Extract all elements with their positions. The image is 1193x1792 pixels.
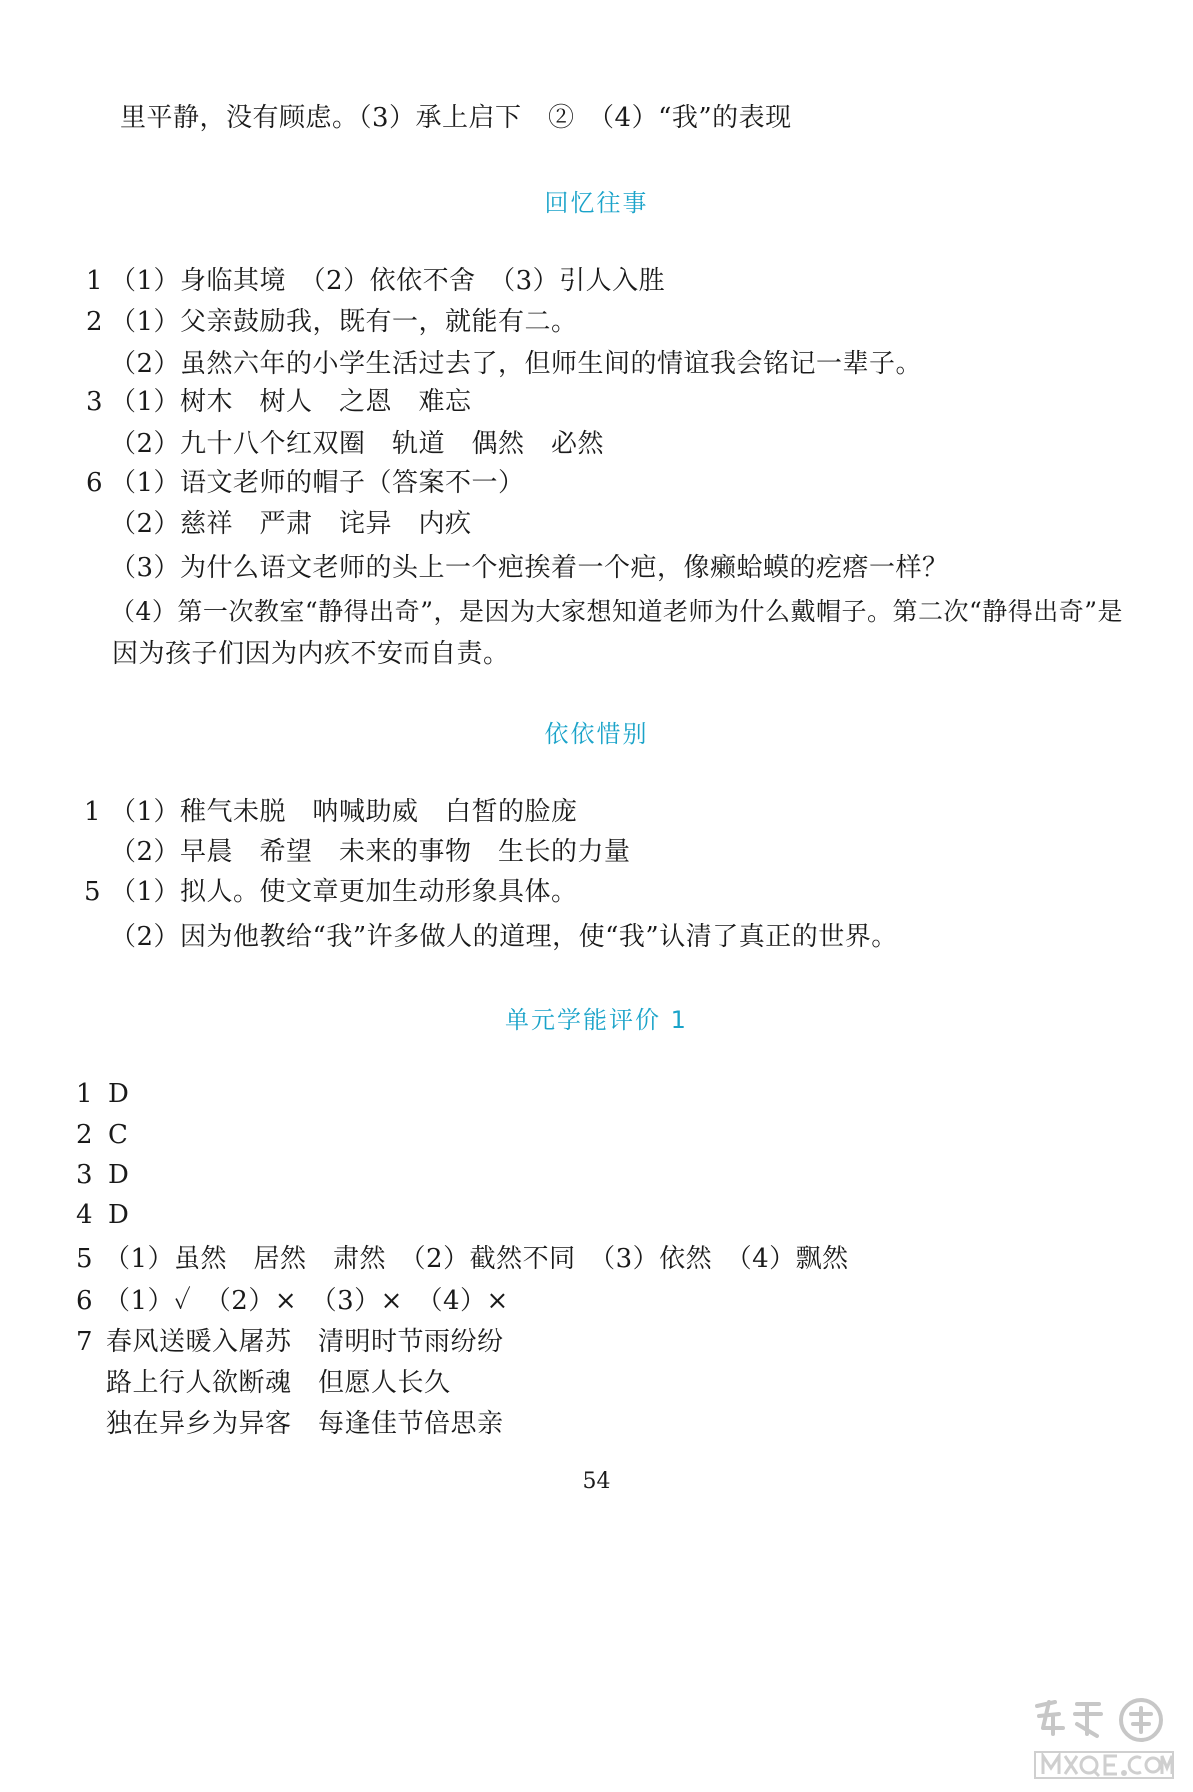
item-number: 3 — [86, 387, 103, 417]
watermark-logo-icon — [1029, 1694, 1179, 1786]
answer-line: D — [108, 1079, 130, 1109]
answer-line: （3）为什么语文老师的头上一个疤挨着一个疤，像癞蛤蟆的疙瘩一样？ — [110, 553, 949, 583]
answer-line: D — [108, 1160, 130, 1190]
item-number: 6 — [86, 468, 103, 498]
answer-line: 因为孩子们因为内疚不安而自责。 — [112, 639, 510, 669]
item-number: 6 — [76, 1286, 93, 1316]
item-number: 5 — [76, 1244, 93, 1274]
answer-line: 独在异乡为异客 每逢佳节倍思亲 — [106, 1409, 504, 1439]
item-number: 1 — [84, 797, 101, 827]
answer-line: （2）虽然六年的小学生活过去了，但师生间的情谊我会铭记一辈子。 — [110, 349, 923, 379]
answer-line: 春风送暖入屠苏 清明时节雨纷纷 — [106, 1327, 504, 1357]
continued-answer-line: 里平静，没有顾虑。（3）承上启下 ② （4）“我”的表现 — [120, 103, 792, 133]
item-number: 1 — [86, 266, 103, 296]
answer-line: （1）语文老师的帽子（答案不一） — [110, 468, 525, 498]
answer-line: （2）慈祥 严肃 诧异 内疚 — [110, 509, 472, 539]
answer-line: D — [108, 1200, 130, 1230]
answer-line: （1）父亲鼓励我，既有一，就能有二。 — [110, 307, 578, 337]
answer-line: 路上行人欲断魂 但愿人长久 — [106, 1368, 451, 1398]
section-heading-3: 单元学能评价 1 — [505, 1006, 688, 1034]
answer-line: C — [108, 1120, 129, 1150]
answer-line: （2）九十八个红双圈 轨道 偶然 必然 — [110, 429, 605, 459]
answer-line: （1）身临其境 （2）依依不舍 （3）引人入胜 — [110, 266, 666, 296]
answer-line: （1）拟人。使文章更加生动形象具体。 — [110, 877, 578, 907]
item-number: 1 — [76, 1079, 93, 1109]
item-number: 2 — [76, 1120, 93, 1150]
page-number: 54 — [582, 1469, 611, 1494]
answer-line: （4）第一次教室“静得出奇”，是因为大家想知道老师为什么戴帽子。第二次“静得出奇”是 — [110, 597, 1124, 626]
answer-line: （1）稚气未脱 呐喊助威 白皙的脸庞 — [110, 797, 578, 827]
section-heading-2: 依依惜别 — [544, 720, 649, 748]
answer-line: （1）虽然 居然 肃然 （2）截然不同 （3）依然 （4）飘然 — [104, 1244, 849, 1274]
answer-line: （1）树木 树人 之恩 难忘 — [110, 387, 472, 417]
item-number: 4 — [76, 1200, 93, 1230]
item-number: 5 — [84, 877, 101, 907]
item-number: 7 — [76, 1327, 93, 1357]
answer-line: （2）因为他教给“我”许多做人的道理，使“我”认清了真正的世界。 — [110, 922, 898, 952]
answer-line: （1）✓ （2）× （3）× （4）× — [104, 1286, 509, 1316]
section-heading-1: 回忆往事 — [544, 189, 649, 217]
item-number: 2 — [86, 307, 103, 337]
answer-line: （2）早晨 希望 未来的事物 生长的力量 — [110, 837, 631, 867]
item-number: 3 — [76, 1160, 93, 1190]
